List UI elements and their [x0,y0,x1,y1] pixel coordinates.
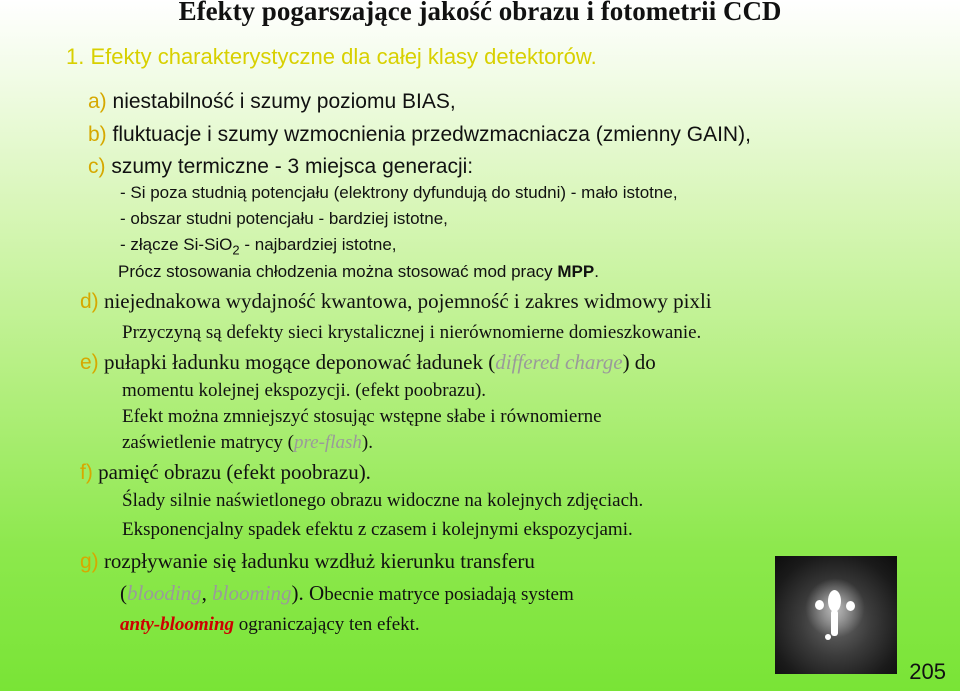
item-b [88,123,751,147]
item-text: rozpływanie się ładunku wzdłuż kierunku transferu [103,549,535,573]
star-small [846,601,855,611]
item-d [80,289,712,314]
item-e-line2: momentu kolejnej ekspozycji. (efekt poobrazu). [122,380,487,401]
item-e [80,350,656,375]
line-text: becnie matryce posiadają system [324,584,574,605]
item-c [88,155,473,179]
item-letter: c) [88,155,106,178]
item-text: fluktuacje i szumy wzmocnienia przedwzmacniacza (zmienny GAIN), [112,123,751,146]
item-f [80,460,371,485]
item-g-line3 [120,614,420,636]
line-text: zaświetlenie matrycy ( [122,432,294,453]
mpp-note [118,262,599,282]
item-g-line2 [120,581,574,606]
section-subtitle: 1. Efekty charakterystyczne dla całej klasy detektorów. [66,44,597,69]
star-tiny [825,634,831,640]
bullet-text: - złącze Si-SiO [120,235,233,254]
item-text: pułapki ładunku mogące deponować ładunek ( [103,350,496,374]
item-letter: e) [80,351,99,374]
item-text: niejednakowa wydajność kwantowa, pojemność i zakres widmowy pixli [103,289,712,313]
item-text: szumy termiczne - 3 miejsca generacji: [111,155,474,178]
item-text: ) do [622,350,656,374]
page-number: 205 [909,659,946,684]
item-letter: g) [80,550,99,573]
thermal-bullet-3 [120,235,397,257]
separator: , [201,581,213,605]
item-d-note: Przyczyną są defekty sieci krystalicznej i nierównomierne domieszkowanie. [122,322,702,343]
item-letter: b) [88,123,107,146]
line-text: ). [361,432,373,453]
star-small [815,600,824,610]
line-text: ). O [291,581,325,605]
star-bloom-trail [831,610,838,636]
thermal-bullet-2: - obszar studni potencjału - bardziej istotne, [120,209,448,228]
thermal-bullet-1: - Si poza studnią potencjału (elektrony dyfundują do studni) - mało istotne, [120,183,678,202]
term-anty-blooming: anty-blooming [120,614,235,635]
bullet-text: - najbardziej istotne, [239,235,397,254]
subscript: 2 [232,242,240,258]
note-text: Prócz stosowania chłodzenia można stosować mod pracy [118,262,558,281]
page-title: Efekty pogarszające jakość obrazu i fotometrii CCD [178,0,782,26]
mpp-term: MPP [557,262,595,281]
item-letter: f) [80,461,93,484]
line-text: ograniczający ten efekt. [234,614,420,635]
item-letter: a) [88,90,107,113]
term-blooding: blooding [127,581,202,605]
item-e-line3: Efekt można zmniejszyć stosując wstępne słabe i równomierne [122,406,602,427]
item-text: pamięć obrazu (efekt poobrazu). [98,460,371,484]
paren: ( [120,581,127,605]
item-f-line3: Eksponencjalny spadek efektu z czasem i kolejnymi ekspozycjami. [122,519,633,540]
term-blooming: blooming [212,581,292,605]
item-e-line4 [122,432,373,454]
note-text: . [594,262,599,281]
item-text: niestabilność i szumy poziomu BIAS, [112,90,456,113]
item-a [88,90,456,114]
term-pre-flash: pre-flash [293,432,362,453]
item-f-line2: Ślady silnie naświetlonego obrazu widoczne na kolejnych zdjęciach. [122,490,644,511]
item-letter: d) [80,290,99,313]
star-bloom [828,590,841,612]
term-differed-charge: differed charge [495,350,623,374]
item-g [80,549,535,574]
blooming-example-image [775,556,897,674]
